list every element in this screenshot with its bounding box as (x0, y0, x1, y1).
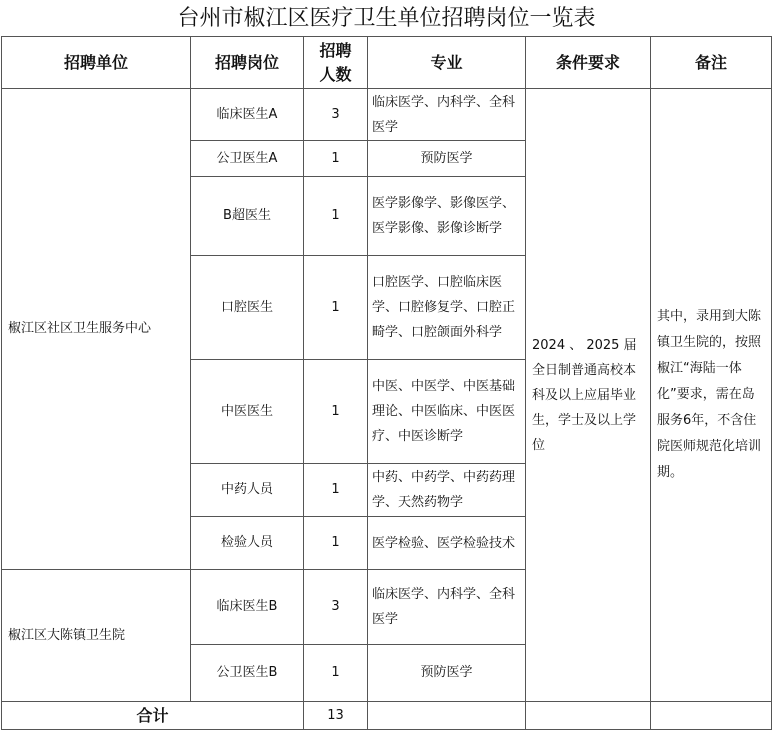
total-empty-major (368, 702, 526, 730)
count-cell: 1 (304, 141, 368, 177)
header-count-line2: 人数 (319, 64, 352, 84)
major-cell: 医学检验、医学检验技术 (368, 517, 526, 570)
count-cell: 1 (304, 645, 368, 702)
position-cell: 中医医生 (191, 360, 304, 464)
remarks-cell: 其中，录用到大陈镇卫生院的，按照椒江“海陆一体化”要求，需在岛服务6年，不含住院医师规范化培训期。 (651, 89, 772, 702)
count-cell: 3 (304, 570, 368, 645)
total-label: 合计 (2, 702, 304, 730)
header-row (2, 37, 772, 89)
header-unit: 招聘单位 (2, 37, 191, 89)
header-position: 招聘岗位 (191, 37, 304, 89)
recruitment-table (1, 36, 772, 730)
count-cell: 1 (304, 464, 368, 517)
count-cell: 1 (304, 360, 368, 464)
major-cell: 中药、中药学、中药药理学、天然药物学 (368, 464, 526, 517)
header-count-line1: 招聘 (319, 40, 352, 60)
total-count: 13 (304, 702, 368, 730)
header-remarks: 备注 (651, 37, 772, 89)
major-cell: 预防医学 (368, 141, 526, 177)
total-empty-requirements (526, 702, 651, 730)
count-cell: 1 (304, 517, 368, 570)
position-cell: 公卫医生A (191, 141, 304, 177)
position-cell: 公卫医生B (191, 645, 304, 702)
page-title: 台州市椒江区医疗卫生单位招聘岗位一览表 (177, 6, 596, 31)
major-cell: 临床医学、内科学、全科医学 (368, 570, 526, 645)
header-count (304, 37, 368, 89)
position-cell: 临床医生B (191, 570, 304, 645)
unit-cell-community: 椒江区社区卫生服务中心 (2, 89, 191, 570)
count-cell: 3 (304, 89, 368, 141)
table-row (2, 89, 772, 141)
header-major: 专业 (368, 37, 526, 89)
position-cell: 中药人员 (191, 464, 304, 517)
position-cell: B超医生 (191, 177, 304, 256)
position-cell: 检验人员 (191, 517, 304, 570)
position-cell: 临床医生A (191, 89, 304, 141)
major-cell: 中医、中医学、中医基础理论、中医临床、中医医疗、中医诊断学 (368, 360, 526, 464)
major-cell: 口腔医学、口腔临床医学、口腔修复学、口腔正畸学、口腔颌面外科学 (368, 256, 526, 360)
requirements-cell: 2024 、 2025 届全日制普通高校本科及以上应届毕业生，学士及以上学位 (526, 89, 651, 702)
major-cell: 预防医学 (368, 645, 526, 702)
unit-cell-dachen: 椒江区大陈镇卫生院 (2, 570, 191, 702)
total-empty-remarks (651, 702, 772, 730)
count-cell: 1 (304, 177, 368, 256)
major-cell: 医学影像学、影像医学、医学影像、影像诊断学 (368, 177, 526, 256)
major-cell: 临床医学、内科学、全科医学 (368, 89, 526, 141)
count-cell: 1 (304, 256, 368, 360)
total-row (2, 702, 772, 730)
position-cell: 口腔医生 (191, 256, 304, 360)
header-requirements: 条件要求 (526, 37, 651, 89)
